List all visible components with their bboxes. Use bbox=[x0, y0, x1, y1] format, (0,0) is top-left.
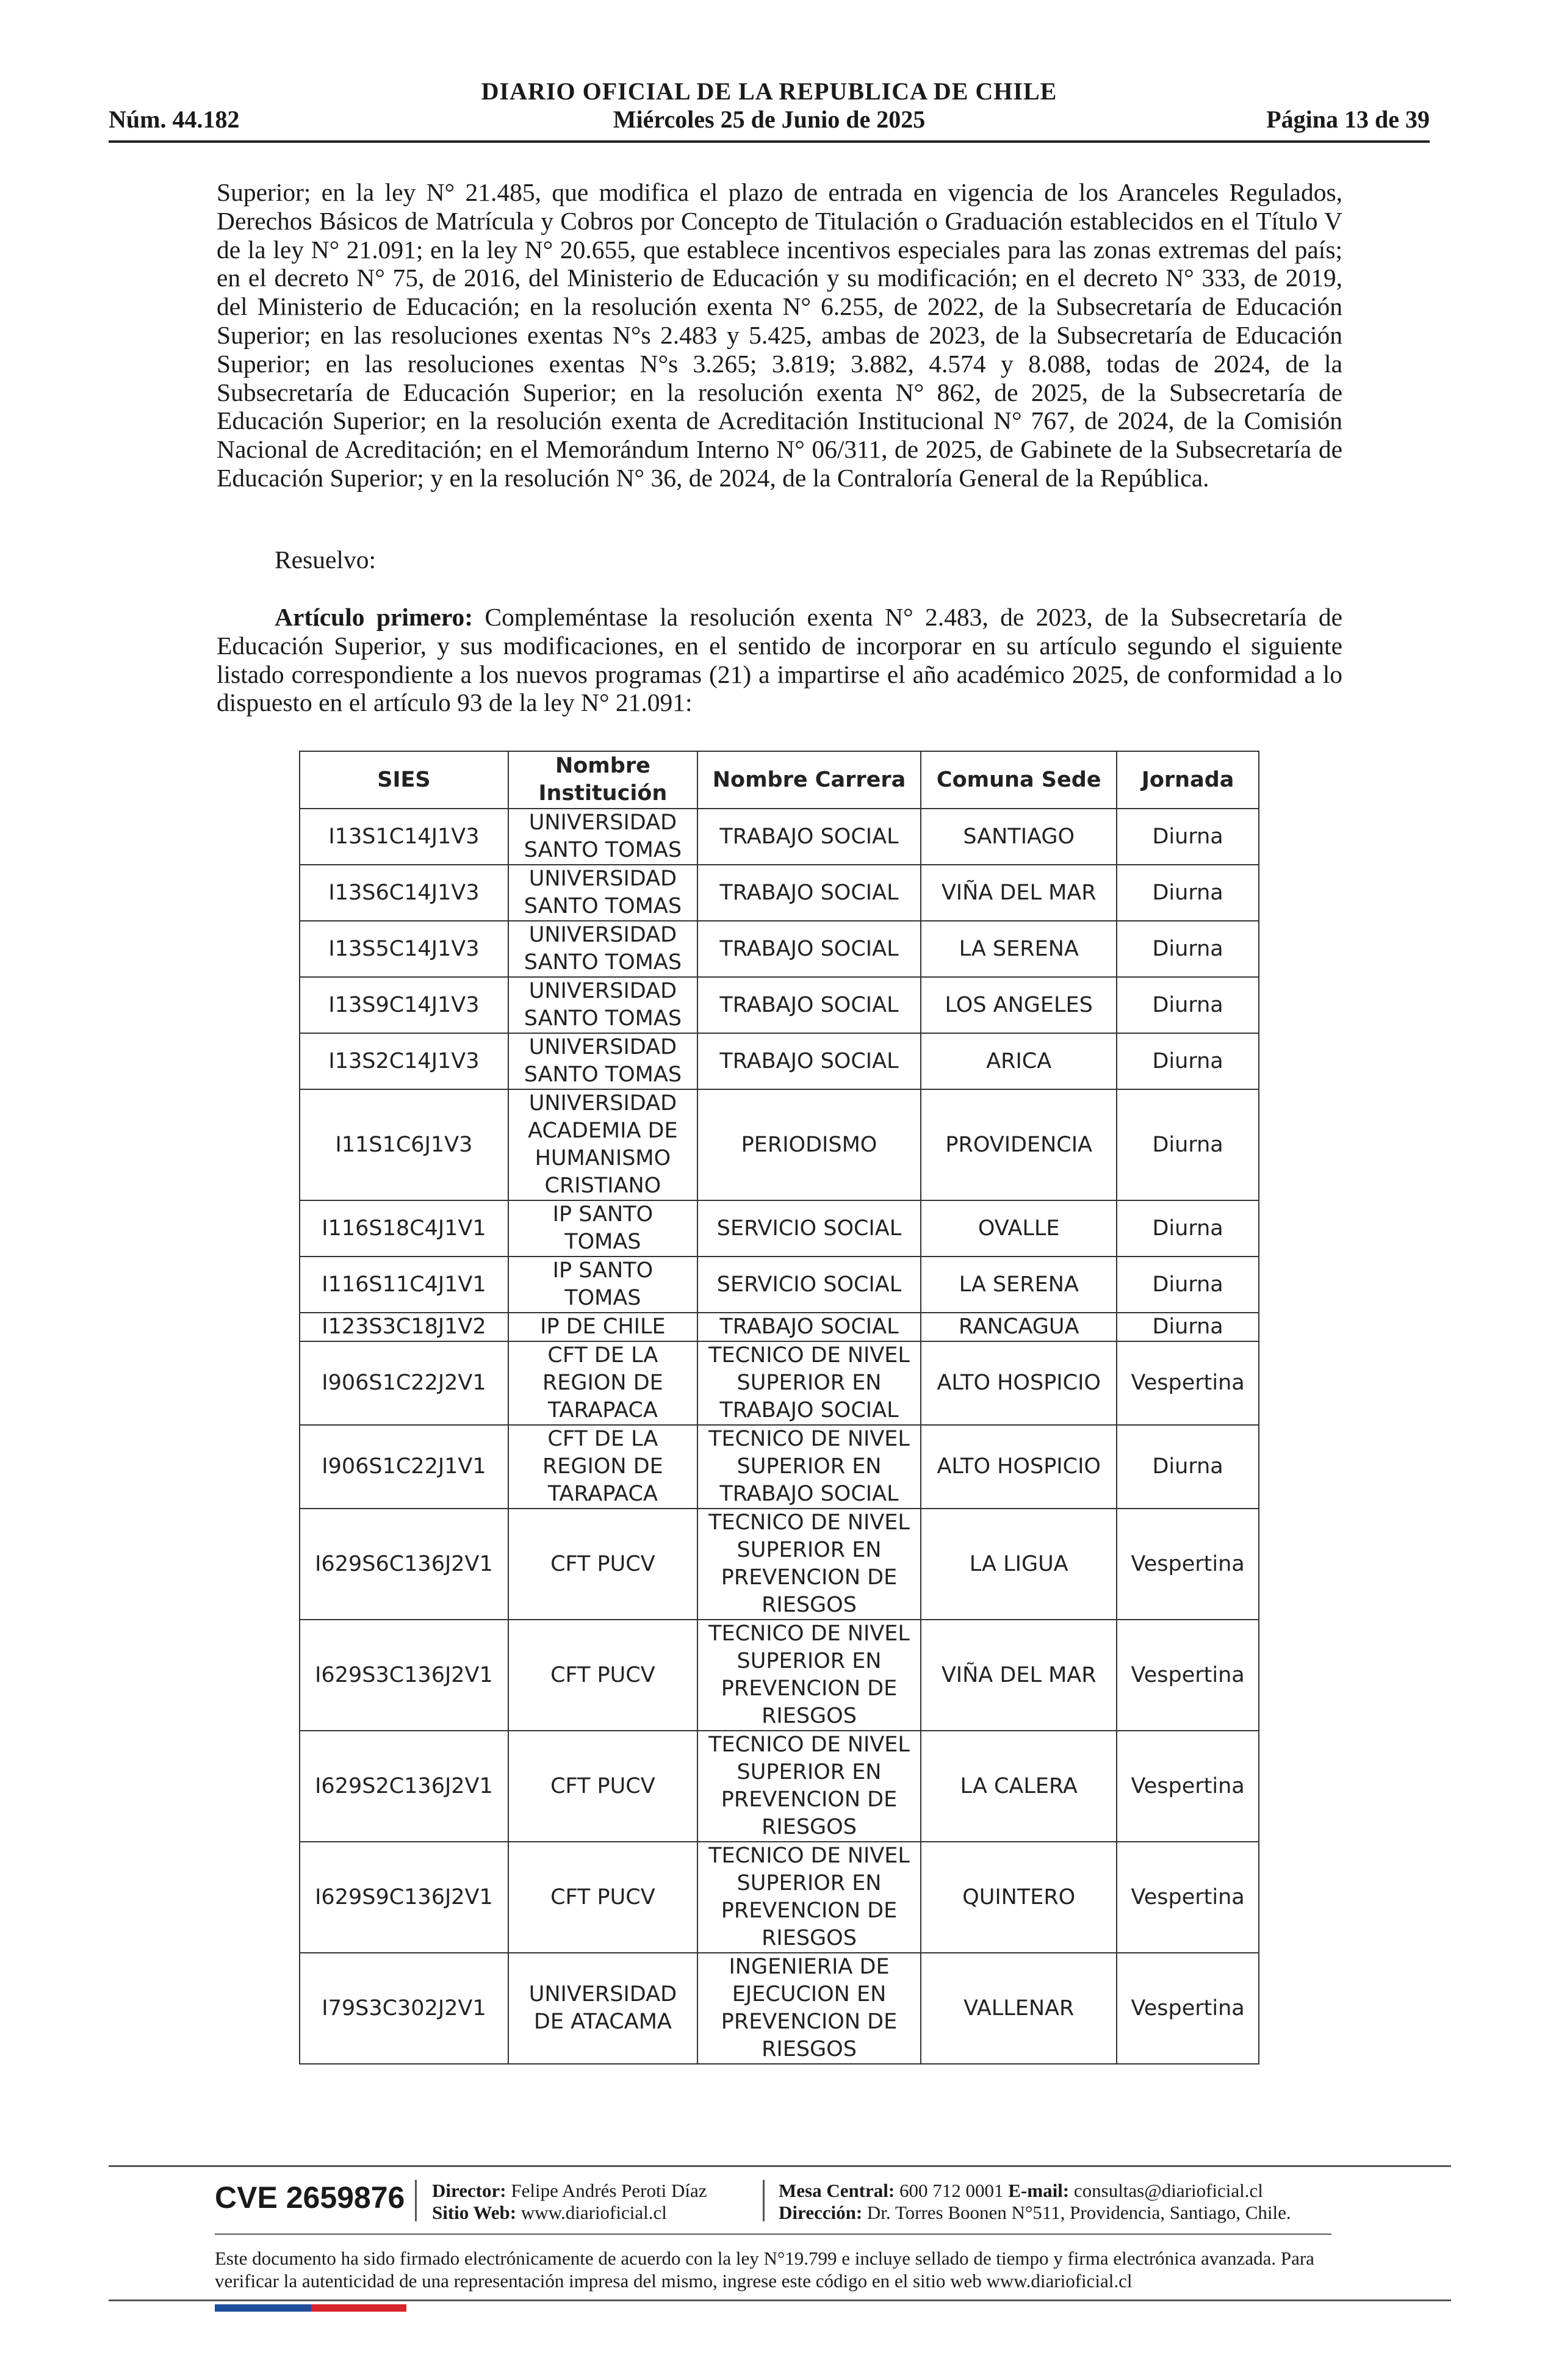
header-sies: SIES bbox=[300, 751, 508, 809]
cell-carrera: TECNICO DE NIVEL SUPERIOR EN TRABAJO SOCIAL bbox=[697, 1425, 921, 1509]
table-row bbox=[300, 977, 1259, 1033]
cell-jornada: Vespertina bbox=[1117, 1842, 1259, 1953]
mesa-label: Mesa Central: bbox=[779, 2180, 895, 2201]
cell-institucion: CFT PUCV bbox=[508, 1731, 697, 1842]
cell-sies: I13S6C14J1V3 bbox=[300, 865, 508, 921]
cell-jornada: Diurna bbox=[1117, 1257, 1259, 1313]
cell-comuna: RANCAGUA bbox=[921, 1313, 1117, 1341]
table-row bbox=[300, 1731, 1259, 1842]
footer-sub-rule bbox=[215, 2234, 1331, 2235]
address-line bbox=[779, 2202, 1291, 2224]
cell-comuna: VIÑA DEL MAR bbox=[921, 865, 1117, 921]
cell-jornada: Diurna bbox=[1117, 1033, 1259, 1089]
cell-jornada: Vespertina bbox=[1117, 1620, 1259, 1731]
email-label: E-mail: bbox=[1008, 2180, 1070, 2201]
cve-code: CVE 2659876 bbox=[215, 2180, 405, 2215]
footer-top-rule bbox=[109, 2165, 1451, 2167]
cell-jornada: Diurna bbox=[1117, 1200, 1259, 1257]
header-rule bbox=[109, 140, 1430, 143]
programs-table bbox=[299, 751, 1259, 2064]
cell-jornada: Diurna bbox=[1117, 1425, 1259, 1509]
cell-carrera: INGENIERIA DE EJECUCION EN PREVENCION DE RIESGOS bbox=[697, 1953, 921, 2064]
cell-sies: I13S1C14J1V3 bbox=[300, 809, 508, 865]
header-comuna: Comuna Sede bbox=[921, 751, 1117, 809]
website-line bbox=[432, 2202, 707, 2224]
resuelvo-paragraph: Resuelvo: bbox=[275, 546, 376, 574]
cell-sies: I906S1C22J2V1 bbox=[300, 1341, 508, 1425]
contact-line bbox=[779, 2180, 1291, 2202]
cell-jornada: Vespertina bbox=[1117, 1341, 1259, 1425]
cell-comuna: ARICA bbox=[921, 1033, 1117, 1089]
cell-carrera: TRABAJO SOCIAL bbox=[697, 865, 921, 921]
cell-jornada: Vespertina bbox=[1117, 1731, 1259, 1842]
table-row bbox=[300, 865, 1259, 921]
page-header bbox=[109, 72, 1430, 145]
cell-institucion: IP SANTO TOMAS bbox=[508, 1257, 697, 1313]
cell-institucion: UNIVERSIDAD SANTO TOMAS bbox=[508, 865, 697, 921]
address-value: Dr. Torres Boonen N°511, Providencia, Santiago, Chile. bbox=[862, 2202, 1291, 2223]
cell-institucion: IP DE CHILE bbox=[508, 1313, 697, 1341]
cell-sies: I11S1C6J1V3 bbox=[300, 1089, 508, 1200]
cell-comuna: ALTO HOSPICIO bbox=[921, 1425, 1117, 1509]
cell-carrera: TRABAJO SOCIAL bbox=[697, 921, 921, 977]
cell-institucion: UNIVERSIDAD ACADEMIA DE HUMANISMO CRISTIANO bbox=[508, 1089, 697, 1200]
cell-carrera: TRABAJO SOCIAL bbox=[697, 1313, 921, 1341]
cell-carrera: TRABAJO SOCIAL bbox=[697, 977, 921, 1033]
cell-sies: I13S5C14J1V3 bbox=[300, 921, 508, 977]
cell-institucion: UNIVERSIDAD SANTO TOMAS bbox=[508, 977, 697, 1033]
cell-carrera: TECNICO DE NIVEL SUPERIOR EN TRABAJO SOCIAL bbox=[697, 1341, 921, 1425]
cell-carrera: TECNICO DE NIVEL SUPERIOR EN PREVENCION DE RIESGOS bbox=[697, 1620, 921, 1731]
cell-institucion: UNIVERSIDAD DE ATACAMA bbox=[508, 1953, 697, 2064]
table-body bbox=[300, 809, 1259, 2064]
table-row bbox=[300, 1425, 1259, 1509]
cell-sies: I13S2C14J1V3 bbox=[300, 1033, 508, 1089]
flag-stripe-blue bbox=[215, 2304, 311, 2312]
cell-carrera: TECNICO DE NIVEL SUPERIOR EN PREVENCION DE RIESGOS bbox=[697, 1509, 921, 1620]
cell-sies: I629S3C136J2V1 bbox=[300, 1620, 508, 1731]
cell-institucion: CFT PUCV bbox=[508, 1509, 697, 1620]
table-row bbox=[300, 1509, 1259, 1620]
table-row bbox=[300, 1313, 1259, 1341]
website-label: Sitio Web: bbox=[432, 2202, 517, 2223]
cell-institucion: CFT DE LA REGION DE TARAPACA bbox=[508, 1341, 697, 1425]
cell-jornada: Diurna bbox=[1117, 865, 1259, 921]
email-link[interactable]: consultas@diarioficial.cl bbox=[1069, 2180, 1263, 2201]
header-carrera: Nombre Carrera bbox=[697, 751, 921, 809]
cell-comuna: VALLENAR bbox=[921, 1953, 1117, 2064]
issue-number: Núm. 44.182 bbox=[109, 106, 240, 133]
table-row bbox=[300, 1842, 1259, 1953]
footer-divider bbox=[763, 2180, 765, 2221]
table-row bbox=[300, 1953, 1259, 2064]
cell-comuna: LA CALERA bbox=[921, 1731, 1117, 1842]
cell-carrera: TRABAJO SOCIAL bbox=[697, 1033, 921, 1089]
cell-sies: I116S11C4J1V1 bbox=[300, 1257, 508, 1313]
header-institucion: Nombre Institución bbox=[508, 751, 697, 809]
table-row bbox=[300, 1200, 1259, 1257]
cell-institucion: CFT PUCV bbox=[508, 1842, 697, 1953]
cell-sies: I629S9C136J2V1 bbox=[300, 1842, 508, 1953]
cell-comuna: VIÑA DEL MAR bbox=[921, 1620, 1117, 1731]
cell-sies: I629S2C136J2V1 bbox=[300, 1731, 508, 1842]
table-header-row bbox=[300, 751, 1259, 809]
table-row bbox=[300, 1033, 1259, 1089]
cell-jornada: Diurna bbox=[1117, 809, 1259, 865]
issue-date: Miércoles 25 de Junio de 2025 bbox=[613, 106, 926, 133]
table-row bbox=[300, 1341, 1259, 1425]
cell-sies: I79S3C302J2V1 bbox=[300, 1953, 508, 2064]
cell-comuna: ALTO HOSPICIO bbox=[921, 1341, 1117, 1425]
cell-carrera: SERVICIO SOCIAL bbox=[697, 1200, 921, 1257]
cell-comuna: QUINTERO bbox=[921, 1842, 1117, 1953]
table-row bbox=[300, 1620, 1259, 1731]
cell-carrera: TRABAJO SOCIAL bbox=[697, 809, 921, 865]
cell-jornada: Vespertina bbox=[1117, 1509, 1259, 1620]
cell-institucion: UNIVERSIDAD SANTO TOMAS bbox=[508, 921, 697, 977]
cell-carrera: SERVICIO SOCIAL bbox=[697, 1257, 921, 1313]
cell-comuna: LA LIGUA bbox=[921, 1509, 1117, 1620]
cell-institucion: CFT PUCV bbox=[508, 1620, 697, 1731]
director-line bbox=[432, 2180, 707, 2202]
cell-sies: I13S9C14J1V3 bbox=[300, 977, 508, 1033]
cell-sies: I906S1C22J1V1 bbox=[300, 1425, 508, 1509]
cell-sies: I123S3C18J1V2 bbox=[300, 1313, 508, 1341]
article-label: Artículo primero: bbox=[275, 603, 474, 631]
cell-sies: I629S6C136J2V1 bbox=[300, 1509, 508, 1620]
cell-carrera: TECNICO DE NIVEL SUPERIOR EN PREVENCION DE RIESGOS bbox=[697, 1842, 921, 1953]
cell-jornada: Diurna bbox=[1117, 1089, 1259, 1200]
cell-jornada: Diurna bbox=[1117, 921, 1259, 977]
cell-comuna: LOS ANGELES bbox=[921, 977, 1117, 1033]
cell-jornada: Diurna bbox=[1117, 977, 1259, 1033]
cell-institucion: UNIVERSIDAD SANTO TOMAS bbox=[508, 1033, 697, 1089]
cell-comuna: OVALLE bbox=[921, 1200, 1117, 1257]
header-jornada: Jornada bbox=[1117, 751, 1259, 809]
cell-comuna: SANTIAGO bbox=[921, 809, 1117, 865]
footer-bottom-rule bbox=[109, 2299, 1451, 2301]
cell-comuna: LA SERENA bbox=[921, 921, 1117, 977]
cell-carrera: TECNICO DE NIVEL SUPERIOR EN PREVENCION DE RIESGOS bbox=[697, 1731, 921, 1842]
cell-comuna: PROVIDENCIA bbox=[921, 1089, 1117, 1200]
page-number: Página 13 de 39 bbox=[1266, 106, 1430, 133]
cell-comuna: LA SERENA bbox=[921, 1257, 1117, 1313]
table-row bbox=[300, 1089, 1259, 1200]
intro-paragraph: Superior; en la ley N° 21.485, que modifica el plazo de entrada en vigencia de los Aranceles Regulados, Derechos Básicos de Matrícula y Cobros por Concepto de Titulación o Graduación establecidos en el Título V de la ley N° 21.091; en la ley N° 20.655, que establece incentivos especiales para las zonas extremas del país; en el decreto N° 75, de 2016, del Ministerio de Educación y su modificación; en el decreto N° 333, de 2019, del Ministerio de Educación; en la resolución exenta N° 6.255, de 2022, de la Subsecretaría de Educación Superior; en las resoluciones exentas N°s 2.483 y 5.425, ambas de 2023, de la Subsecretaría de Educación Superior; en las resoluciones exentas N°s 3.265; 3.819; 3.882, 4.574 y 8.088, todas de 2024, de la Subsecretaría de Educación Superior; en la resolución exenta N° 862, de 2025, de la Subsecretaría de Educación Superior; en la resolución exenta de Acreditación Institucional N° 767, de 2024, de la Comisión Nacional de Acreditación; en el Memorándum Interno N° 06/311, de 2025, de Gabinete de la Subsecretaría de Educación Superior; y en la resolución N° 36, de 2024, de la Contraloría General de la República. bbox=[217, 178, 1342, 492]
director-value: Felipe Andrés Peroti Díaz bbox=[506, 2180, 707, 2201]
table-row bbox=[300, 1257, 1259, 1313]
cell-sies: I116S18C4J1V1 bbox=[300, 1200, 508, 1257]
cell-jornada: Vespertina bbox=[1117, 1953, 1259, 2064]
gazette-title: DIARIO OFICIAL DE LA REPUBLICA DE CHILE bbox=[481, 78, 1057, 105]
cell-jornada: Diurna bbox=[1117, 1313, 1259, 1341]
table-row bbox=[300, 921, 1259, 977]
cell-institucion: CFT DE LA REGION DE TARAPACA bbox=[508, 1425, 697, 1509]
table-row bbox=[300, 809, 1259, 865]
article-text: Compleméntase la resolución exenta N° 2.483, de 2023, de la Subsecretaría de Educación Superior, y sus modificaciones, en el sentido de incorporar en su artículo segundo el siguiente listado correspondiente a los nuevos programas (21) a impartirse el año académico 2025, de conformidad a lo dispuesto en el artículo 93 de la ley N° 21.091: bbox=[217, 603, 1342, 717]
cell-carrera: PERIODISMO bbox=[697, 1089, 921, 1200]
director-label: Director: bbox=[432, 2180, 506, 2201]
mesa-value: 600 712 0001 bbox=[895, 2180, 1009, 2201]
flag-stripe-red bbox=[311, 2304, 406, 2312]
cell-institucion: IP SANTO TOMAS bbox=[508, 1200, 697, 1257]
website-link[interactable]: www.diarioficial.cl bbox=[516, 2202, 667, 2223]
footer-divider bbox=[415, 2180, 417, 2221]
signature-disclaimer: Este documento ha sido firmado electrónicamente de acuerdo con la ley N°19.799 e incluye sellado de tiempo y firma electrónica avanzada. Para verificar la autenticidad de una representación impresa del mismo, ingrese este código en el sitio web www.diarioficial.cl bbox=[215, 2248, 1314, 2292]
footer-director-block bbox=[432, 2180, 707, 2224]
cell-institucion: UNIVERSIDAD SANTO TOMAS bbox=[508, 809, 697, 865]
article-paragraph bbox=[217, 603, 1342, 717]
footer-contact-block bbox=[779, 2180, 1291, 2224]
address-label: Dirección: bbox=[779, 2202, 863, 2223]
